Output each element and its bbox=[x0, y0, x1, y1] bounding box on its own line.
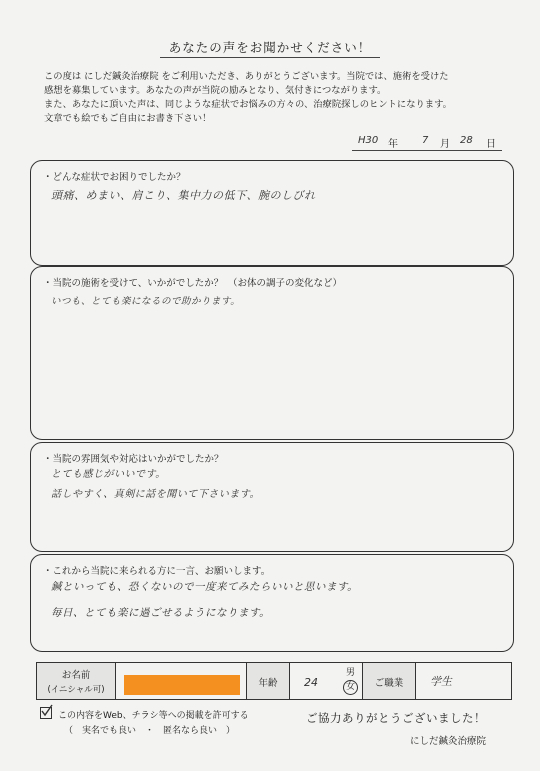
question-label: ・これから当院に来られる方に一言、お願いします。 bbox=[43, 566, 271, 577]
consent-text: この内容をWeb、チラシ等への掲載を許可する bbox=[58, 711, 249, 721]
date-field bbox=[352, 134, 502, 151]
job-value-cell bbox=[416, 663, 511, 699]
date-month: 7 bbox=[422, 135, 429, 146]
intro-text bbox=[44, 70, 504, 126]
page-title: あなたの声をお聞かせください！ bbox=[168, 40, 372, 55]
question-label: ・どんな症状でお困りでしたか？ bbox=[43, 172, 186, 183]
question-label: ・当院の雰囲気や対応はいかがでしたか？ bbox=[43, 454, 224, 465]
job-label-cell bbox=[363, 663, 416, 699]
section-atmosphere bbox=[30, 442, 514, 552]
answer-line: とても感じがいいです。 bbox=[51, 469, 166, 480]
answer-line: 毎日、とても楽に過ごせるようになります。 bbox=[51, 607, 271, 619]
intro-line: 感想を募集しています。あなたの声が当院の励みとなり、気付きにつながります。 bbox=[44, 85, 387, 96]
date-day-label: 日 bbox=[486, 139, 496, 150]
job-label: ご職業 bbox=[374, 678, 404, 689]
age-value: 24 bbox=[304, 676, 318, 689]
gender-male-option: 男 bbox=[346, 668, 356, 678]
name-sublabel: (イニシャル可) bbox=[47, 685, 105, 695]
name-value-cell bbox=[116, 663, 247, 699]
age-label: 年齢 bbox=[258, 678, 278, 689]
age-value-cell bbox=[290, 663, 363, 699]
clinic-name: にしだ鍼灸治療院 bbox=[410, 736, 487, 747]
consent-checkbox[interactable] bbox=[40, 707, 52, 719]
date-month-label: 月 bbox=[440, 139, 450, 150]
question-label: ・当院の施術を受けて、いかがでしたか？ （お体の調子の変化など） bbox=[43, 278, 343, 289]
gender-female-option-circled: 女 bbox=[343, 680, 358, 695]
intro-line: また、あなたに頂いた声は、同じような症状でお悩みの方々の、治療院探しのヒントになります。 bbox=[44, 99, 452, 110]
redacted-name bbox=[124, 675, 240, 695]
answer-line: いつも、とても楽になるので助かります。 bbox=[51, 296, 241, 307]
answer-line: 鍼といっても、恐くないので一度来てみたらいいと思います。 bbox=[51, 581, 359, 593]
section-message bbox=[30, 554, 514, 652]
intro-line: 文章でも絵でもご自由にお書き下さい！ bbox=[44, 113, 212, 124]
age-label-cell bbox=[247, 663, 290, 699]
date-day: 28 bbox=[460, 135, 473, 146]
consent-options: （ 実名でも良い ・ 匿名なら良い ） bbox=[64, 726, 236, 736]
date-era-year: H30 bbox=[358, 135, 379, 146]
respondent-info-table bbox=[36, 662, 512, 700]
check-mark-icon bbox=[40, 704, 54, 718]
section-treatment-feedback bbox=[30, 266, 514, 440]
date-year-label: 年 bbox=[388, 139, 398, 150]
thanks-message: ご協力ありがとうございました！ bbox=[306, 711, 486, 725]
section-symptoms bbox=[30, 160, 514, 266]
name-label: お名前 bbox=[61, 670, 91, 681]
answer-line: 頭痛、めまい、肩こり、集中力の低下、腕のしびれ bbox=[51, 189, 316, 202]
intro-line: この度は にしだ鍼灸治療院 をご利用いただき、ありがとうございます。当院では、施術を受けた bbox=[44, 71, 449, 82]
title-underline bbox=[160, 57, 380, 58]
job-value: 学生 bbox=[430, 675, 452, 688]
name-label-cell bbox=[37, 663, 116, 699]
answer-line: 話しやすく、真剣に話を聞いて下さいます。 bbox=[51, 489, 260, 500]
